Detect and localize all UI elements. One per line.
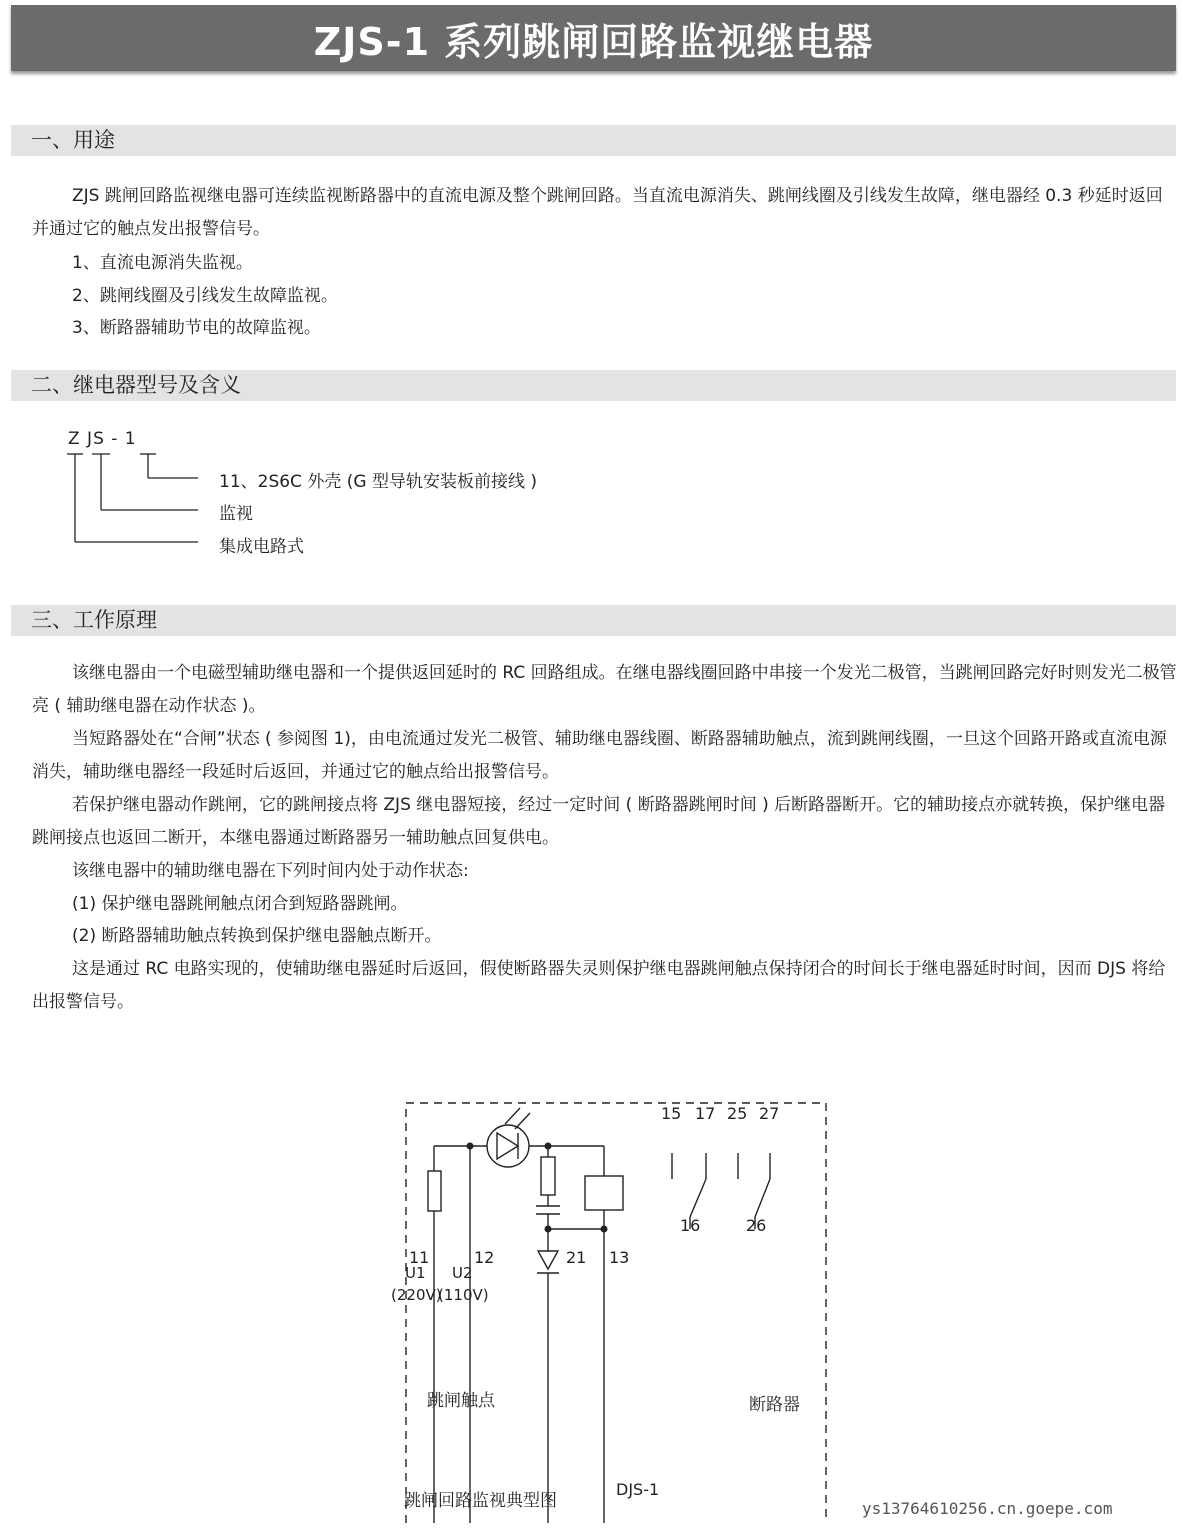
terminal-16: 16: [680, 1216, 701, 1235]
principle-closing: 这是通过 RC 电路实现的，使辅助继电器延时后返回，假使断路器失灵则保护继电器跳闸触点保持闭合的时间长于继电器延时时间，因而 DJS 将给出报警信号。: [32, 959, 1166, 1012]
diagram-caption: 跳闸回路监视典型图: [404, 1491, 557, 1511]
section-heading-principle: 三、工作原理: [11, 605, 1176, 636]
terminal-11: 11: [409, 1248, 430, 1267]
section-heading-model: 二、继电器型号及含义: [11, 370, 1176, 401]
terminal-15: 15: [661, 1104, 682, 1123]
page-title: ZJS-1 系列跳闸回路监视继电器: [313, 19, 874, 64]
usage-item-2: 2、跳闸线圈及引线发生故障监视。: [72, 286, 338, 306]
label-u1: U1: [405, 1264, 426, 1282]
model-label-monitor: 监视: [219, 504, 253, 524]
usage-item-1: 1、直流电源消失监视。: [72, 253, 253, 273]
principle-paragraph-3: 若保护继电器动作跳闸，它的跳闸接点将 ZJS 继电器短接，经过一定时间 ( 断路器跳闸时间 ) 后断路器断开。它的辅助接点亦就转换，保护继电器跳闸接点也返回二断开，本继电器通过断路器另一辅助触点回复供电。: [32, 795, 1166, 848]
terminal-27: 27: [759, 1104, 780, 1123]
principle-paragraph-4: 该继电器中的辅助继电器在下列时间内处于动作状态:: [72, 861, 469, 881]
section-heading-usage: 一、用途: [11, 125, 1176, 156]
terminal-12: 12: [474, 1248, 495, 1267]
watermark: ys13764610256.cn.goepe.com: [862, 1499, 1113, 1518]
label-u2: U2: [452, 1264, 473, 1282]
usage-item-3: 3、断路器辅助节电的故障监视。: [72, 318, 321, 338]
label-trip-contact: 跳闸触点: [427, 1391, 495, 1411]
principle-list-2: (2) 断路器辅助触点转换到保护继电器触点断开。: [72, 926, 442, 946]
model-label-ic: 集成电路式: [219, 537, 304, 557]
principle-list-1: (1) 保护继电器跳闸触点闭合到短路器跳闸。: [72, 894, 408, 914]
terminal-26: 26: [746, 1216, 767, 1235]
label-djs: DJS-1: [616, 1480, 660, 1499]
terminal-17: 17: [695, 1104, 716, 1123]
terminal-25: 25: [727, 1104, 748, 1123]
model-code: Z JS - 1: [68, 429, 137, 449]
label-110v: (110V): [438, 1286, 489, 1304]
terminal-13: 13: [609, 1248, 630, 1267]
label-220v: (220V): [391, 1286, 442, 1304]
principle-paragraph-2: 当短路器处在“合闸”状态 ( 参阅图 1)，由电流通过发光二极管、辅助继电器线圈、断路器辅助触点，流到跳闸线圈，一旦这个回路开路或直流电源消失，辅助继电器经一段延时后返回，并通过它的触点给出报警信号。: [32, 729, 1167, 782]
terminal-21: 21: [566, 1248, 587, 1267]
label-breaker: 断路器: [749, 1395, 800, 1415]
model-label-case: 11、2S6C 外壳 (G 型导轨安装板前接线 ): [219, 472, 537, 492]
usage-intro: ZJS 跳闸回路监视继电器可连续监视断路器中的直流电源及整个跳闸回路。当直流电源消失、跳闸线圈及引线发生故障，继电器经 0.3 秒延时返回并通过它的触点发出报警信号。: [32, 186, 1163, 239]
principle-paragraph-1: 该继电器由一个电磁型辅助继电器和一个提供返回延时的 RC 回路组成。在继电器线圈回路中串接一个发光二极管，当跳闸回路完好时则发光二极管亮 ( 辅助继电器在动作状态 )。: [32, 663, 1177, 716]
